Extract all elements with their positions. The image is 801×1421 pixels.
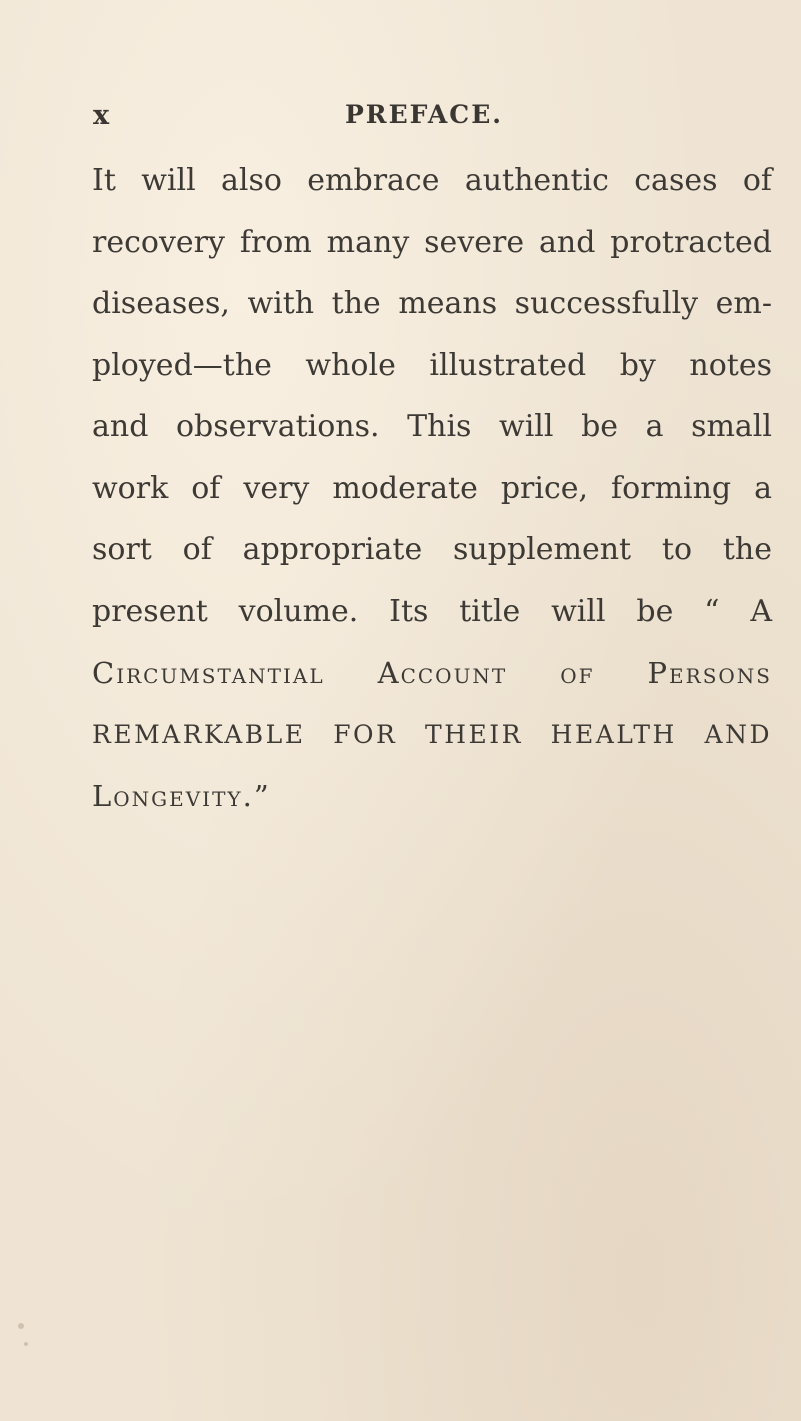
text-line: It will also embrace authentic cases of — [92, 163, 772, 198]
text-line: recovery from many severe and protracted — [92, 224, 772, 260]
page-header — [93, 100, 713, 140]
page-number: x — [93, 100, 111, 131]
text-line: Longevity.” — [92, 779, 271, 813]
paper-stain — [24, 1342, 28, 1346]
text-line: present volume. Its title will be “ A — [92, 593, 772, 629]
text-line: sort of appropriate supplement to the — [92, 532, 772, 567]
text-line: work of very moderate price, forming a — [92, 470, 772, 506]
running-title: PREFACE. — [345, 100, 503, 129]
text-line: Circumstantial Account of Persons — [92, 656, 772, 690]
text-line: diseases, with the means successfully em- — [92, 286, 772, 321]
preface-paragraph — [92, 157, 772, 834]
text-line: REMARKABLE FOR THEIR HEALTH AND — [92, 719, 772, 749]
text-line: ployed—the whole illustrated by notes — [92, 347, 772, 383]
text-line: and observations. This will be a small — [92, 409, 772, 444]
paper-stain — [18, 1323, 24, 1329]
